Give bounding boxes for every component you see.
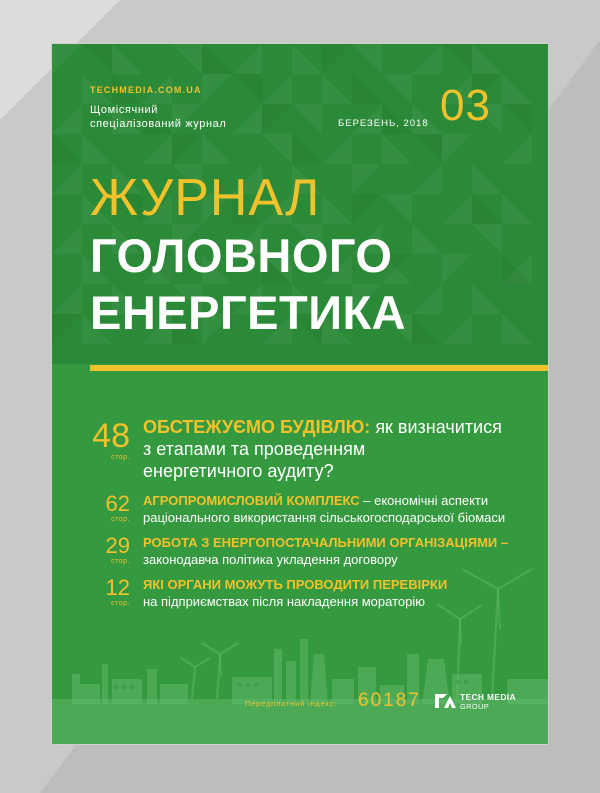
article-2-line-2: раціонального використання сільськогосподарської біомаси <box>143 510 506 525</box>
article-2-line-1 <box>143 493 488 509</box>
article-1-line-1 <box>143 416 502 438</box>
article-2-line-1-rest: – економічні аспекти <box>359 493 489 508</box>
tech-media-logo-icon <box>435 692 457 710</box>
article-4-line-2: на підприємствах після накладення мораторію <box>143 594 425 609</box>
issue-date: БЕРЕЗЕНЬ, 2018 <box>338 118 429 129</box>
article-2-page-label: стор. <box>111 516 130 523</box>
article-1-line-3: енергетичного аудиту? <box>143 461 334 481</box>
industrial-skyline-illustration <box>52 549 548 744</box>
subscription-index-label: Передплатний індекс: <box>245 699 338 708</box>
article-3-page-label: стор. <box>111 558 130 565</box>
article-1-title: ОБСТЕЖУЄМО БУДІВЛЮ: <box>143 417 371 437</box>
website-url: TECHMEDIA.COM.UA <box>90 85 202 95</box>
title-line-1: ЖУРНАЛ <box>90 169 321 227</box>
title-line-2: ГОЛОВНОГО <box>90 229 393 282</box>
article-2-page: 62 <box>105 491 130 516</box>
issue-number: 03 <box>440 81 491 130</box>
article-4-title: ЯКІ ОРГАНИ МОЖУТЬ ПРОВОДИТИ ПЕРЕВІРКИ <box>143 577 448 592</box>
article-3-line-2: законодавча політика укладення договору <box>143 552 398 567</box>
article-3-page: 29 <box>105 533 130 558</box>
article-4-page-label: стор. <box>111 600 130 607</box>
article-1-page: 48 <box>92 417 130 455</box>
tagline-line-2: спеціалізований журнал <box>90 118 227 130</box>
subscription-index-value: 60187 <box>358 690 421 711</box>
article-1-line-1-rest: як визначитися <box>370 417 502 437</box>
magazine-cover <box>52 44 548 744</box>
title-divider <box>90 365 548 371</box>
publisher-name-line-2: GROUP <box>460 702 490 711</box>
article-4-page: 12 <box>105 575 130 600</box>
tagline-line-1: Щомісячний <box>90 104 158 116</box>
publisher-name-line-1: TECH MEDIA <box>460 692 516 702</box>
title-line-3: ЕНЕРГЕТИКА <box>90 286 407 339</box>
article-2-title: АГРОПРОМИСЛОВИЙ КОМПЛЕКС <box>143 493 360 508</box>
article-1-line-2: з етапами та проведенням <box>143 439 366 459</box>
article-1-page-label: стор. <box>111 454 130 461</box>
article-3-title: РОБОТА З ЕНЕРГОПОСТАЧАЛЬНИМИ ОРГАНІЗАЦІЯМИ – <box>143 535 509 550</box>
